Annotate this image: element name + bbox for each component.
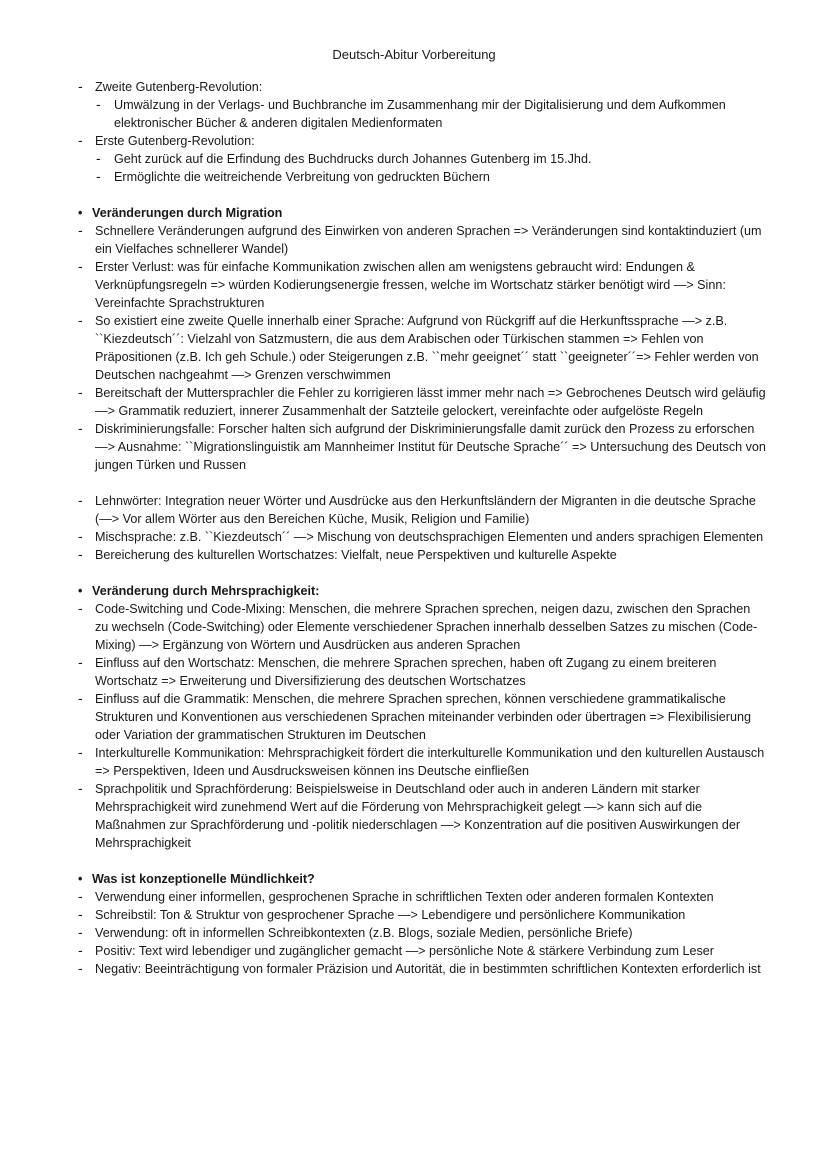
sub-list-item: - Umwälzung in der Verlags- und Buchbranche im Zusammenhang mir der Digitalisierung und dem Aufkommen elektronischer Bücher & anderen digitalen Medienformaten (95, 96, 767, 132)
list-item: - Einfluss auf den Wortschatz: Menschen, die mehrere Sprachen sprechen, haben oft Zugang zu einem breiteren Wortschatz => Erweiterung und Diversifizierung des deutschen Wortschatzes (77, 654, 767, 690)
list-item-text: Erste Gutenberg-Revolution: (95, 134, 255, 148)
list-item: - Schnellere Veränderungen aufgrund des Einwirken von anderen Sprachen => Veränderungen sind kontaktinduziert (um ein Vielfaches schnellerer Wandel) (77, 222, 767, 258)
bullet-icon: • (78, 872, 83, 886)
sub-list-item: - Geht zurück auf die Erfindung des Buchdrucks durch Johannes Gutenberg im 15.Jhd. (95, 150, 767, 168)
list-item: - Mischsprache: z.B. ``Kiezdeutsch´´ —> Mischung von deutschsprachigen Elementen und anders sprachigen Elementen (77, 528, 767, 546)
section-heading-text: Veränderungen durch Migration (92, 206, 283, 220)
list-item: - So existiert eine zweite Quelle innerhalb einer Sprache: Aufgrund von Rückgriff auf die Herkunftssprache —> z.B. ``Kiezdeutsch´´: Vielzahl von Satzmustern, die aus dem Arabischen oder Türkischen stammen => Fehlen von Präpositionen (z.B. Ich geh Schule.) oder Steigerungen z.B. ``mehr geeignet´´ statt ``geeigneter´´=> Fehler werden von Deutschen nachgeahmt —> Grenzen verschwimmen (77, 312, 767, 384)
section-mehrsprachigkeit (77, 582, 767, 852)
list-item: - Einfluss auf die Grammatik: Menschen, die mehrere Sprachen sprechen, können verschiedene grammatikalische Strukturen und Konventionen aus verschiedenen Sprachen miteinander verbinden oder übertragen => Flexibilisierung oder Variation der grammatischen Strukturen im Deutschen (77, 690, 767, 744)
spacer (77, 474, 767, 492)
section-list (77, 492, 767, 564)
list-item (77, 132, 767, 186)
section-heading (77, 582, 767, 600)
list-item: - Code-Switching und Code-Mixing: Menschen, die mehrere Sprachen sprechen, neigen dazu, zwischen den Sprachen zu wechseln (Code-Switching) oder Elemente verschiedener Sprachen innerhalb desselben Satzes zu mischen (Code-Mixing) —> Ergänzung von Wörtern und Ausdrücken aus anderen Sprachen (77, 600, 767, 654)
list-item-text: Zweite Gutenberg-Revolution: (95, 80, 263, 94)
list-item: - Erster Verlust: was für einfache Kommunikation zwischen allen am wenigstens gebraucht wird: Endungen & Verknüpfungsregeln => würden Kodierungsenergie fressen, welche im Wortschatz stärker benötigt wird —> Sinn: Vereinfachte Sprachstrukturen (77, 258, 767, 312)
list-item: - Schreibstil: Ton & Struktur von gesprochener Sprache —> Lebendigere und persönlichere Kommunikation (77, 906, 767, 924)
sub-list (95, 150, 767, 186)
list-item: - Negativ: Beeinträchtigung von formaler Präzision und Autorität, die in bestimmten schriftlichen Kontexten erforderlich ist (77, 960, 767, 978)
list-item (77, 78, 767, 132)
list-item: - Positiv: Text wird lebendiger und zugänglicher gemacht —> persönliche Note & stärkere Verbindung zum Leser (77, 942, 767, 960)
document-body (77, 78, 767, 978)
list-item: - Sprachpolitik und Sprachförderung: Beispielsweise in Deutschland oder auch in anderen Ländern mit starker Mehrsprachigkeit wird zunehmend Wert auf die Förderung von Mehrsprachigkeit gelegt —> kann sich auf die Maßnahmen zur Sprachförderung und -politik niederschlagen —> Konzentration auf die positiven Auswirkungen der Mehrsprachigkeit (77, 780, 767, 852)
list-item: - Bereitschaft der Muttersprachler die Fehler zu korrigieren lässt immer mehr nach => Gebrochenes Deutsch wird geläufig —> Grammatik reduziert, innerer Zusammenhalt der Satzteile gelockert, vereinfachte oder aufgelöste Regeln (77, 384, 767, 420)
list-item: - Diskriminierungsfalle: Forscher halten sich aufgrund der Diskriminierungsfalle damit zurück den Prozess zu erforschen —> Ausnahme: ``Migrationslinguistik am Mannheimer Institut für Deutsche Sprache´´ => Untersuchung des Deutsch von jungen Türken und Russen (77, 420, 767, 474)
list-item: - Bereicherung des kulturellen Wortschatzes: Vielfalt, neue Perspektiven und kulturelle Aspekte (77, 546, 767, 564)
section-migration (77, 204, 767, 564)
section-heading-text: Veränderung durch Mehrsprachigkeit: (92, 584, 320, 598)
list-item: - Interkulturelle Kommunikation: Mehrsprachigkeit fördert die interkulturelle Kommunikation und den kulturellen Austausch => Perspektiven, Ideen und Ausdrucksweisen können ins Deutsche einfließen (77, 744, 767, 780)
section-list (77, 222, 767, 474)
section-list (77, 888, 767, 978)
section-heading (77, 870, 767, 888)
bullet-icon: • (78, 584, 83, 598)
sub-list (95, 96, 767, 132)
section-heading-text: Was ist konzeptionelle Mündlichkeit? (92, 872, 315, 886)
list-item: - Lehnwörter: Integration neuer Wörter und Ausdrücke aus den Herkunftsländern der Migranten in die deutsche Sprache (—> Vor allem Wörter aus den Bereichen Küche, Musik, Religion und Familie) (77, 492, 767, 528)
page-title: Deutsch-Abitur Vorbereitung (332, 47, 496, 62)
section-heading (77, 204, 767, 222)
section-list (77, 600, 767, 852)
intro-list (77, 78, 767, 186)
section-muendlichkeit (77, 870, 767, 978)
sub-list-item: - Ermöglichte die weitreichende Verbreitung von gedruckten Büchern (95, 168, 767, 186)
bullet-icon: • (78, 206, 83, 220)
list-item: - Verwendung: oft in informellen Schreibkontexten (z.B. Blogs, soziale Medien, persönliche Briefe) (77, 924, 767, 942)
list-item: - Verwendung einer informellen, gesprochenen Sprache in schriftlichen Texten oder anderen formalen Kontexten (77, 888, 767, 906)
